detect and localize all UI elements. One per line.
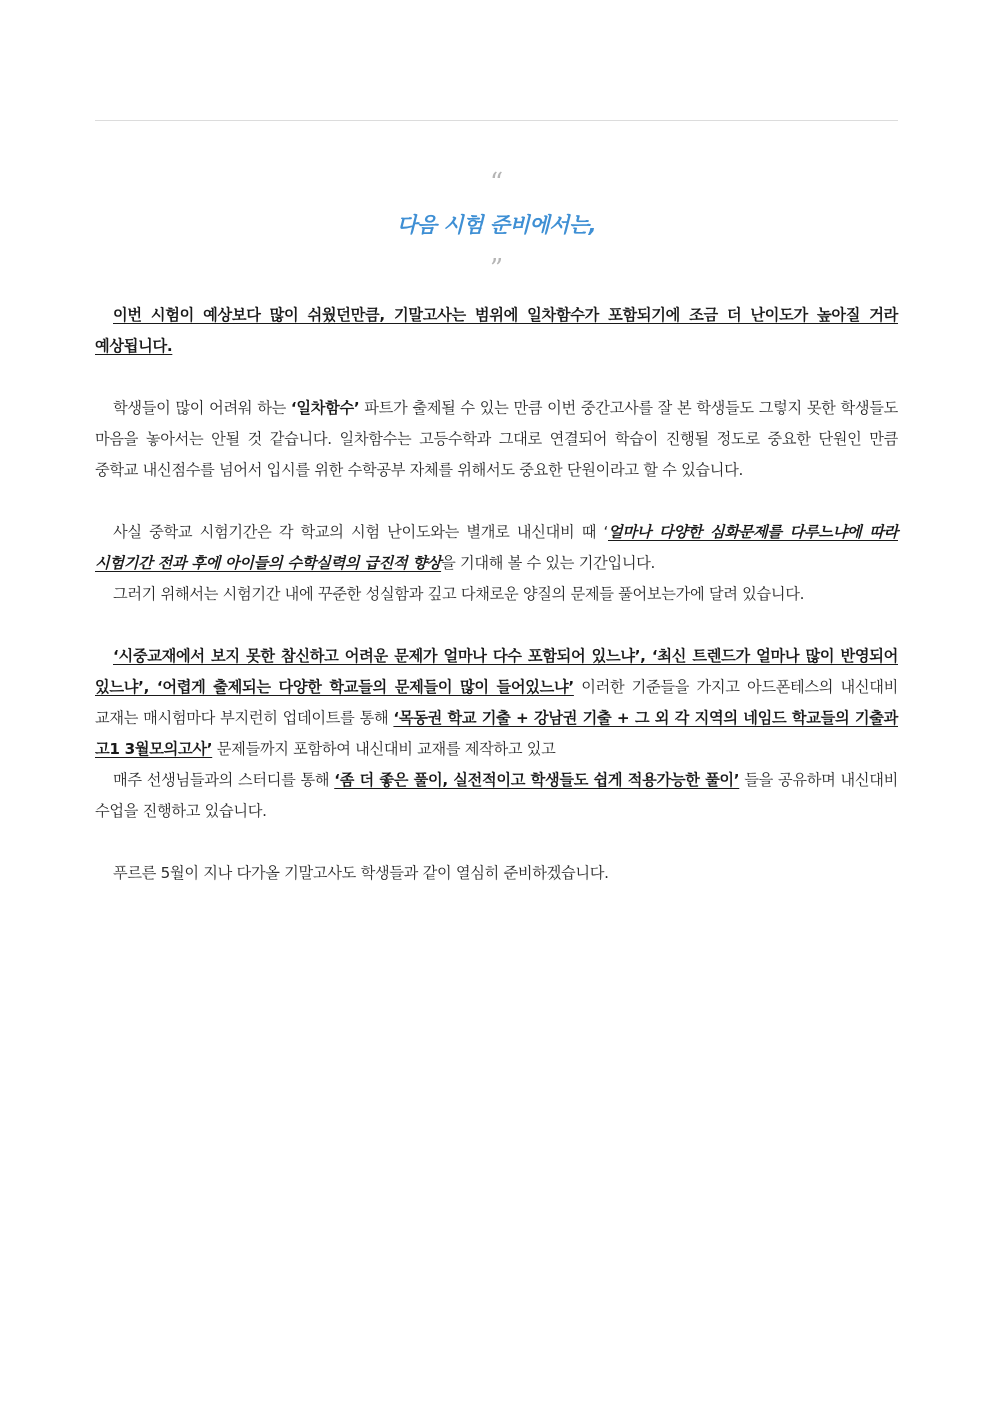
text-segment: 매주 선생님들과의 스터디를 통해 [113,771,335,789]
section-quote-heading [95,168,898,284]
forecast-highlight: 이번 시험이 예상보다 많이 쉬웠던만큼, 기말고사는 범위에 일차함수가 포함되기에 조금 더 난이도가 높아질 거라 예상됩니다. [95,306,898,355]
text-segment: 이러한 기준들을 가지고 아드폰테스의 내신대비 교재는 매시험마다 부지런히 업데이트를 통해 [95,678,898,727]
paragraph-textbook-criteria [95,641,898,765]
paragraph-closing [95,858,898,889]
text-segment: 파트가 출제될 수 있는 만큼 이번 중간고사를 잘 본 학생들도 그렇지 못한 학생들도 마음을 놓아서는 안될 것 같습니다. 일차함수는 고등수학과 그대로 연결되어 학습이 진행될 정도로 중요한 단원인 만큼 중학교 내신점수를 넘어서 입시를 위한 수학공부 자체를 위해서도 중요한 단원이라고 할 수 있습니다. [95,399,898,479]
text-segment: 그러기 위해서는 시험기간 내에 꾸준한 성실함과 깊고 다채로운 양질의 문제들 풀어보는가에 달려 있습니다. [113,585,805,603]
article-body [95,300,898,920]
paragraph-linear-function [95,393,898,486]
text-segment: 사실 중학교 시험기간은 각 학교의 시험 난이도와는 별개로 내신대비 때 ‘ [113,523,608,541]
text-segment: 들을 공유하며 내신대비 수업을 진행하고 있습니다. [95,771,899,820]
linear-function-highlight: ‘일차함수’ [290,399,360,417]
skill-improvement-highlight: 얼마나 다양한 심화문제를 다루느냐에 따라 시험기간 전과 후에 아이들의 수학실력의 급진적 향상 [95,523,898,572]
text-segment: 을 기대해 볼 수 있는 기간입니다. [441,554,656,572]
close-quote-icon: ” [489,254,504,284]
solution-highlight: ‘좀 더 좋은 풀이, 실전적이고 학생들도 쉽게 적용가능한 풀이’ [334,771,740,789]
sources-highlight: ‘목동권 학교 기출 + 강남권 기출 + 그 외 각 지역의 네임드 학교들의 기출과 고1 3월모의고사’ [95,709,898,758]
paragraph-diligence [95,579,898,610]
criteria-highlight: ‘시중교재에서 보지 못한 참신하고 어려운 문제가 얼마나 다수 포함되어 있느냐’, ‘최신 트렌드가 얼마나 많이 반영되어 있느냐’, ‘어렵게 출제되는 다양한 학교들의 문제들이 많이 들어있느냐’ [95,647,898,696]
open-quote-icon: “ [489,168,504,198]
section-title: 다음 시험 준비에서는, [396,213,597,237]
text-segment: 학생들이 많이 어려워 하는 [113,399,291,417]
text-segment: 푸르른 5월이 지나 다가올 기말고사도 학생들과 같이 열심히 준비하겠습니다. [113,864,609,882]
text-segment: 문제들까지 포함하여 내신대비 교재를 제작하고 있고 [212,740,556,758]
top-divider [95,120,898,121]
paragraph-teacher-study [95,765,898,827]
paragraph-exam-forecast [95,300,898,362]
paragraph-exam-period [95,517,898,579]
